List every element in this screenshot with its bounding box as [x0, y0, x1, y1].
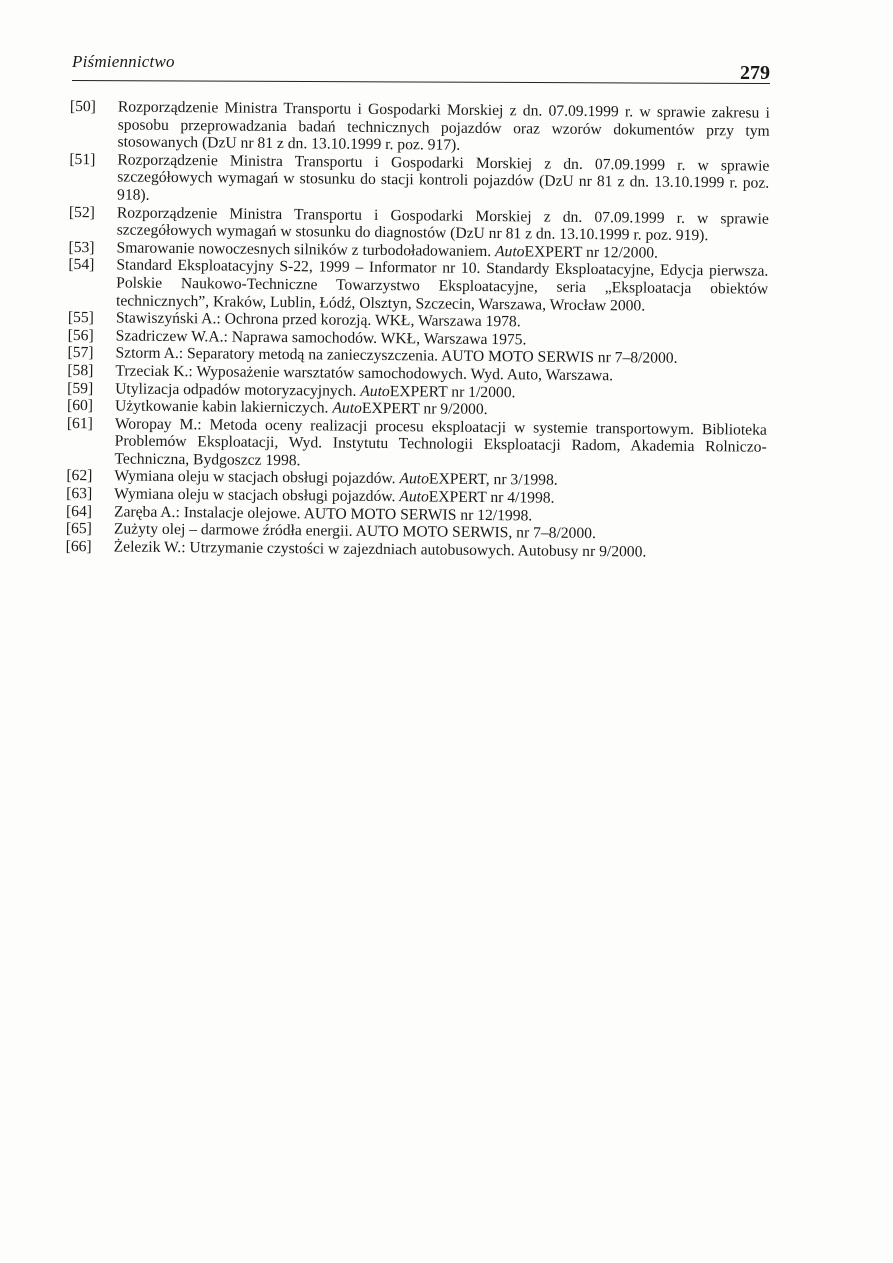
reference-number: [51] [69, 150, 96, 169]
reference-text: Rozporządzenie Ministra Transportu i Gospodarki Morskiej z dn. 07.09.1999 r. w sprawie szczegółowych wymagań w stosunku do stacji kontroli pojazdów (DzU nr 81 z dn. 13.10.1999 r. poz. 918). [116, 151, 770, 204]
reference-text-part: EXPERT nr 1/2000. [389, 382, 516, 401]
reference-number: [52] [68, 203, 95, 221]
reference-text-part: Utylizacja odpadów motoryzacyjnych. [115, 379, 361, 400]
reference-number: [62] [66, 467, 93, 485]
reference-text: Standard Eksploatacyjny S-22, 1999 – Informator nr 10. Standardy Eksploatacyjne, Edycja pierwsza. Polskie Naukowo-Techniczne Towarzystwo Eksploatacyjne, seria „Eksploatacja obiektów technicznych”, Kraków, Lublin, Łódź, Olsztyn, Szczecin, Warszawa, Wrocław 2000. [115, 256, 769, 315]
reference-text-part: Wymiana oleju w stacjach obsługi pojazdów. [114, 467, 400, 488]
journal-name-italic: Auto [399, 488, 429, 506]
reference-number: [57] [67, 344, 94, 362]
reference-text-part: EXPERT nr 9/2000. [361, 399, 488, 419]
reference-text-part: Smarowanie nowoczesnych silników z turbodoładowaniem. [116, 239, 496, 260]
reference-text: Sztorm A.: Separatory metodą na zanieczyszczenia. AUTO MOTO SERWIS nr 7–8/2000. [115, 344, 678, 368]
header-rule [72, 80, 770, 84]
reference-number: [58] [67, 361, 94, 380]
reference-number: [56] [67, 326, 94, 344]
reference-number: [64] [65, 502, 93, 520]
reference-text-part: EXPERT, nr 3/1998. [428, 470, 558, 490]
journal-name-italic: Auto [332, 399, 362, 417]
reference-number: [66] [65, 537, 92, 556]
reference-number: [50] [69, 98, 96, 116]
reference-text: Szadriczew W.A.: Naprawa samochodów. WKŁ, Warszawa 1975. [115, 327, 527, 349]
reference-text: Zaręba A.: Instalacje olejowe. AUTO MOTO SERWIS nr 12/1998. [113, 503, 533, 525]
reference-text: Woropay M.: Metoda oceny realizacji procesu eksploatacji w systemie transportowym. Biblioteka Problemów Eksploatacji, Wyd. Instytutu Technologii Eksploatacji Radom, Akademia Rolniczo-Techniczna, Bydgoszcz 1998. [114, 415, 767, 470]
reference-number: [65] [65, 520, 92, 538]
reference-number: [55] [67, 309, 94, 327]
journal-name-italic: Auto [360, 382, 390, 400]
reference-text-part: Użytkowanie kabin lakierniczych. [114, 397, 333, 417]
reference-text: Rozporządzenie Ministra Transportu i Gospodarki Morskiej z dn. 07.09.1999 r. w sprawie zakresu i sposobu przeprowadzania badań technicznych pojazdów oraz wzorów dokumentów przy tym stosowanych (DzU nr 81 z dn. 13.10.1999 r. poz. 917). [117, 98, 770, 154]
reference-entry [66, 415, 766, 474]
reference-text: Rozporządzenie Ministra Transportu i Gospodarki Morskiej z dn. 07.09.1999 r. w sprawie szczegółowych wymagań w stosunku do diagnostów (DzU nr 81 z dn. 13.10.1999 r. poz. 919). [116, 204, 769, 245]
reference-text: Trzeciak K.: Wyposażenie warsztatów samochodowych. Wyd. Auto, Warszawa. [115, 362, 614, 385]
reference-entry [68, 256, 768, 315]
page-number: 279 [740, 62, 770, 84]
reference-number: [59] [67, 379, 94, 397]
reference-entry [69, 151, 769, 210]
reference-number: [61] [66, 414, 93, 432]
reference-entry [69, 98, 769, 157]
reference-text-part: EXPERT nr 12/2000. [524, 243, 659, 262]
reference-number: [53] [68, 238, 95, 256]
reference-number: [63] [66, 485, 93, 503]
journal-name-italic: Auto [494, 242, 525, 261]
page-header [72, 50, 770, 90]
reference-list [66, 98, 770, 562]
reference-number: [54] [68, 256, 95, 274]
reference-text-part: EXPERT nr 4/1998. [428, 488, 555, 507]
reference-text: Żelezik W.: Utrzymanie czystości w zajezdniach autobusowych. Autobusy nr 9/2000. [113, 538, 647, 561]
running-title: Piśmiennictwo [72, 52, 175, 71]
journal-name-italic: Auto [399, 470, 430, 488]
reference-text: Stawiszyński A.: Ochrona przed korozją. WKŁ, Warszawa 1978. [115, 309, 521, 331]
reference-text: Zużyty olej – darmowe źródła energii. AUTO MOTO SERWIS, nr 7–8/2000. [113, 520, 596, 543]
reference-number: [60] [66, 397, 94, 415]
reference-text-part: Wymiana oleju w stacjach obsługi pojazdów. [114, 485, 400, 506]
